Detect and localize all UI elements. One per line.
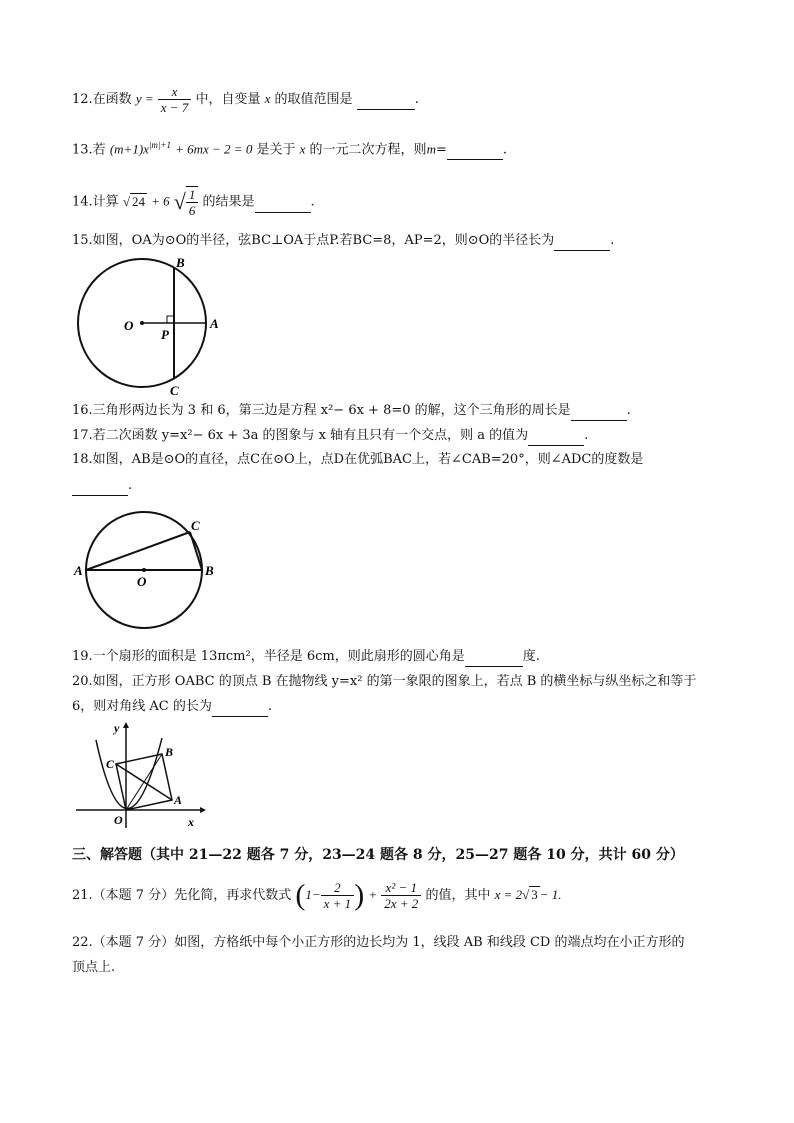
question-21 <box>72 880 562 911</box>
fig20-label-o: O <box>114 813 123 827</box>
fig15-center-dot <box>140 321 144 325</box>
q19-text: 19.一个扇形的面积是 13πcm²，半径是 6cm，则此扇形的圆心角是 <box>72 649 465 664</box>
q12-text2: 的取值范围是 <box>274 92 353 107</box>
q17-text: 17.若二次函数 y=x²− 6x + 3a 的图象与 x 轴有且只有一个交点，则 a 的值为 <box>72 428 529 443</box>
figure-15-circle <box>72 254 232 400</box>
figure-18-circle <box>72 508 232 648</box>
q19-end: 度. <box>522 649 540 664</box>
q22-line2: 顶点上. <box>72 960 116 975</box>
q14-frac-den: 6 <box>188 203 196 218</box>
fig18-label-b: B <box>205 563 214 578</box>
q13-text: 是关于 <box>256 142 296 158</box>
fig20-label-a: A <box>174 793 183 807</box>
q13-text2: 的一元二次方程，则 <box>309 142 427 158</box>
q21-left-paren: ( <box>295 878 306 912</box>
q21-prefix: 21.（本题 7 分）先化简，再求代数式 <box>72 888 292 903</box>
question-15 <box>72 232 614 251</box>
fig15-label-b: B <box>176 255 185 270</box>
q19-answer-blank <box>465 648 523 667</box>
q20-end: . <box>267 699 273 714</box>
q13-expr2: + 6mx − 2 = 0 <box>175 141 253 157</box>
q12-y: y = <box>135 91 154 106</box>
q21-f2-num: x² − 1 <box>381 880 421 896</box>
q12-frac-num: x <box>158 84 192 100</box>
q14-prefix: 14.计算 <box>72 194 119 210</box>
q21-xeq: x = 2 <box>494 887 523 902</box>
question-18 <box>72 451 643 469</box>
q12-answer-blank <box>357 91 415 110</box>
q21-fraction-2 <box>381 880 421 911</box>
fig18-label-o: O <box>137 574 147 589</box>
figure-20-parabola <box>72 720 212 830</box>
q15-text: 15.如图，OA为⊙O的半径，弦BC⊥OA于点P.若BC=8，AP=2，则⊙O的半径长为 <box>72 233 555 248</box>
q20-line1: 20.如图，正方形 OABC 的顶点 B 在抛物线 y=x² 的第一象限的图象上，若点 B 的横坐标与纵坐标之和等于 <box>72 674 697 689</box>
q21-sqrt-3: √ 3 <box>522 887 538 902</box>
q14-frac-num: 1 <box>186 187 199 203</box>
q15-end: . <box>610 233 615 248</box>
q12-prefix: 12.在函数 <box>72 92 132 107</box>
q17-end: . <box>584 428 589 443</box>
q16-end: . <box>626 403 631 418</box>
fig20-label-x: x <box>188 815 194 829</box>
question-18-blank-line <box>72 477 132 496</box>
fig20-x-arrow <box>200 807 206 813</box>
fig20-y-arrow <box>123 722 129 728</box>
question-22-line2 <box>72 959 115 977</box>
q12-end: . <box>414 92 419 107</box>
q13-exponent: |m|+1 <box>148 140 171 150</box>
q22-line1: 22.（本题 7 分）如图，方格纸中每个小正方形的边长均为 1，线段 AB 和线段 CD 的端点均在小正方形的 <box>72 935 685 950</box>
q13-x: x <box>299 141 306 157</box>
q14-sqrt-24: √ 24 <box>122 193 145 209</box>
q21-right-paren: ) <box>354 878 365 912</box>
q21-f1-den: x + 1 <box>323 896 352 911</box>
fig18-label-a: A <box>74 563 83 578</box>
q12-text: 中，自变量 <box>195 92 261 107</box>
q13-expr: (m+1)x <box>109 141 149 157</box>
q21-tail: − 1. <box>539 887 562 902</box>
q20-line2: 6，则对角线 AC 的长为 <box>72 699 212 714</box>
question-19 <box>72 648 540 667</box>
q12-fraction <box>158 84 192 115</box>
fig15-right-angle <box>167 316 174 323</box>
q13-m: m <box>426 141 436 157</box>
q13-answer-blank <box>447 141 503 160</box>
fig18-chord-ac <box>86 532 190 570</box>
fig20-diagonal-ob <box>126 754 162 810</box>
q14-text: 的结果是 <box>202 194 255 210</box>
q14-plus: + 6 <box>151 193 170 209</box>
q21-radicand: 3 <box>531 887 538 902</box>
q16-text: 16.三角形两边长为 3 和 6，第三边是方程 x²− 6x + 8=0 的解，这个三角形的周长是 <box>72 403 571 418</box>
fig20-label-b: B <box>165 745 174 759</box>
q12-x: x <box>264 91 271 106</box>
question-17 <box>72 427 588 446</box>
question-20-line2 <box>72 698 272 717</box>
fig15-label-p: P <box>161 327 169 342</box>
question-20 <box>72 673 696 691</box>
q15-answer-blank <box>554 232 610 251</box>
question-22 <box>72 934 684 952</box>
question-13 <box>72 136 507 160</box>
fig15-label-o: O <box>124 318 134 333</box>
q14-sqrt-frac: √ <box>173 189 186 214</box>
fig15-label-c: C <box>170 383 179 398</box>
fig18-chord-cb <box>190 532 202 570</box>
fig20-label-y: y <box>114 721 120 735</box>
fig20-parabola-curve <box>96 738 162 809</box>
fig18-label-c: C <box>191 518 200 533</box>
q20-answer-blank <box>212 698 268 717</box>
q14-end: . <box>310 194 315 210</box>
q16-answer-blank <box>571 402 627 421</box>
q21-one: 1− <box>305 887 321 902</box>
question-12 <box>72 84 419 115</box>
q14-radicand: 24 <box>131 193 145 209</box>
section-3-heading: 三、解答题（其中 21—22 题各 7 分，23—24 题各 8 分，25—27 题各 10 分，共计 60 分） <box>72 847 684 863</box>
q21-text: 的值，其中 <box>425 888 491 903</box>
q18-end: . <box>128 478 133 493</box>
question-14 <box>72 186 315 218</box>
q18-answer-blank <box>72 477 128 496</box>
q21-fraction-1 <box>321 880 355 911</box>
fig18-center-dot <box>142 568 146 572</box>
q17-answer-blank <box>528 427 584 446</box>
q21-plus: + <box>368 887 378 902</box>
q12-frac-den: x − 7 <box>160 100 189 115</box>
question-16 <box>72 402 631 421</box>
q21-f2-den: 2x + 2 <box>384 896 419 911</box>
q13-prefix: 13.若 <box>72 142 106 158</box>
q13-end: . <box>502 142 507 158</box>
q14-fraction <box>186 186 199 218</box>
q13-eq: = <box>435 142 447 158</box>
q18-text: 18.如图，AB是⊙O的直径，点C在⊙O上，点D在优弧BAC上，若∠CAB=20°，则∠ADC的度数是 <box>72 452 644 467</box>
fig15-label-a: A <box>210 316 219 331</box>
q21-f1-num: 2 <box>321 880 355 896</box>
fig20-label-c: C <box>106 757 115 771</box>
q14-answer-blank <box>255 194 311 213</box>
